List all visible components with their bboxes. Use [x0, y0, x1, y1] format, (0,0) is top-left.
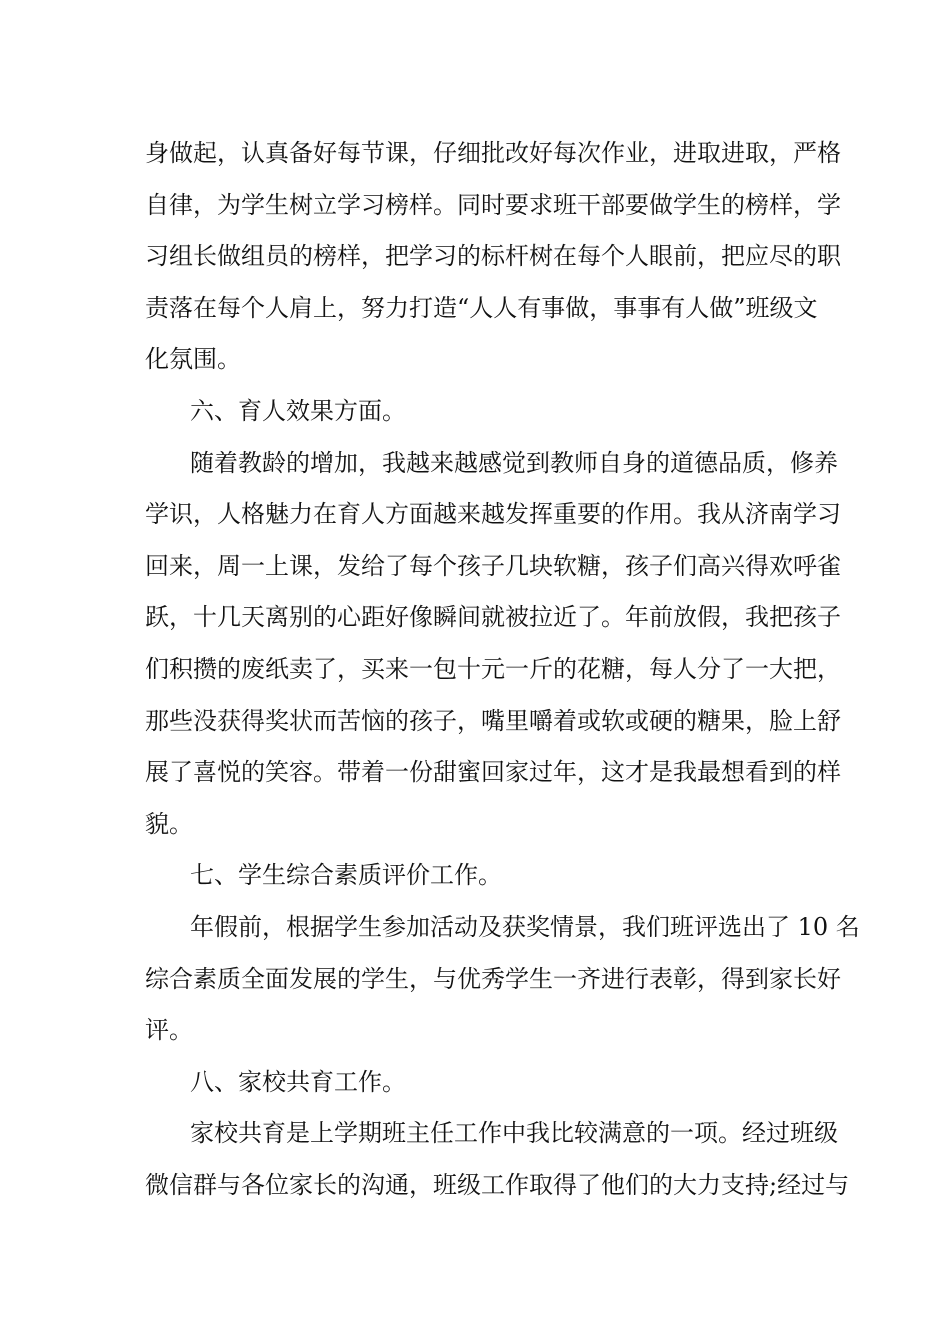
text-line: 七、学生综合素质评价工作。 [190, 861, 502, 890]
text-line: 微信群与各位家长的沟通，班级工作取得了他们的大力支持;经过与 [145, 1170, 850, 1199]
text-line: 回来，周一上课，发给了每个孩子几块软糖，孩子们高兴得欢呼雀 [145, 551, 841, 580]
text-line: 年假前，根据学生参加活动及获奖情景，我们班评选出了 10 名 [190, 912, 860, 941]
text-line: 化氛围。 [145, 345, 241, 374]
text-line: 自律，为学生树立学习榜样。同时要求班干部要做学生的榜样，学 [145, 190, 841, 219]
text-line: 家校共育是上学期班主任工作中我比较满意的一项。经过班级 [190, 1119, 838, 1148]
text-line: 身做起，认真备好每节课，仔细批改好每次作业，进取进取，严格 [145, 139, 841, 167]
text-line: 综合素质全面发展的学生，与优秀学生一齐进行表彰，得到家长好 [145, 964, 841, 993]
text-line: 随着教龄的增加，我越来越感觉到教师自身的道德品质，修养 [190, 448, 838, 477]
text-line: 跃，十几天离别的心距好像瞬间就被拉近了。年前放假，我把孩子 [145, 603, 841, 632]
text-line: 学识，人格魅力在育人方面越来越发挥重要的作用。我从济南学习 [145, 500, 841, 529]
text-line: 们积攒的废纸卖了，买来一包十元一斤的花糖，每人分了一大把， [145, 654, 841, 683]
text-line: 六、育人效果方面。 [190, 396, 406, 425]
text-line: 评。 [145, 1016, 193, 1045]
text-line: 貌。 [145, 809, 193, 838]
body-text [145, 128, 860, 1211]
text-line: 责落在每个人肩上，努力打造“人人有事做，事事有人做”班级文 [145, 293, 818, 322]
text-line: 那些没获得奖状而苦恼的孩子，嘴里嚼着或软或硬的糖果，脸上舒 [145, 706, 841, 735]
text-line: 展了喜悦的笑容。带着一份甜蜜回家过年，这才是我最想看到的样 [145, 758, 841, 787]
text-line: 习组长做组员的榜样，把学习的标杆树在每个人眼前，把应尽的职 [145, 242, 841, 271]
text-line: 八、家校共育工作。 [190, 1067, 406, 1096]
